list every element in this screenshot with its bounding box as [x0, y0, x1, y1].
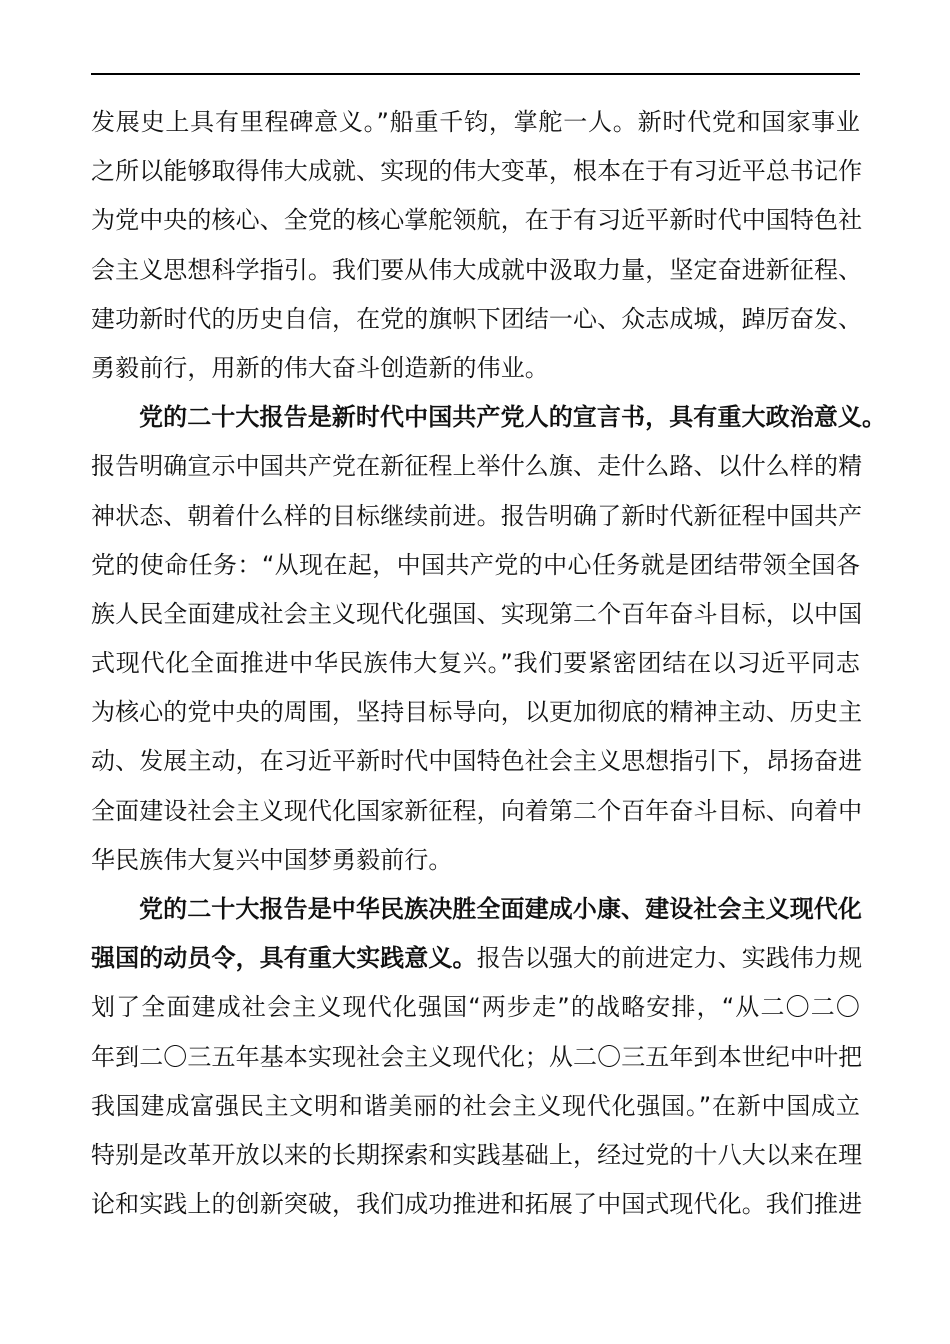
text-line: [91, 983, 860, 1032]
text-line: [91, 442, 863, 491]
text-run: 报告以强大的前进定力、实践伟力规: [476, 944, 863, 973]
text-run: 之所以能够取得伟大成就、实现的伟大变革，根本在于有习近平总书记作: [91, 157, 863, 186]
paragraph: [91, 393, 887, 885]
text-line: [91, 836, 860, 885]
text-run: 报告明确宣示中国共产党在新征程上举什么旗、走什么路、以什么样的精: [91, 452, 863, 481]
text-line: [91, 787, 863, 836]
text-run: 发展史上具有里程碑意义。”船重千钧，掌舵一人。新时代党和国家事业: [91, 108, 860, 136]
text-run: 式现代化全面推进中华民族伟大复兴。”我们要紧密团结在以习近平同志: [91, 649, 860, 678]
text-run: 族人民全面建成社会主义现代化强国、实现第二个百年奋斗目标，以中国: [91, 599, 863, 628]
text-line: [91, 1033, 863, 1082]
text-line: [91, 688, 863, 737]
text-run: 全面建设社会主义现代化国家新征程，向着第二个百年奋斗目标、向着中: [91, 796, 863, 825]
text-run: 会主义思想科学指引。我们要从伟大成就中汲取力量，坚定奋进新征程、: [91, 255, 863, 284]
text-run: 特别是改革开放以来的长期探索和实践基础上，经过党的十八大以来在理: [91, 1140, 863, 1169]
document-body: [91, 98, 887, 1229]
text-line: [91, 492, 863, 541]
text-line: [91, 1180, 863, 1229]
text-run: 党的使命任务：“从现在起，中国共产党的中心任务就是团结带领全国各: [91, 550, 860, 579]
bold-text-run: 强国的动员令，具有重大实践意义。: [91, 944, 477, 973]
text-line: [91, 541, 860, 590]
paragraph: [91, 98, 863, 393]
text-line: [91, 1082, 860, 1131]
text-run: 动、发展主动，在习近平新时代中国特色社会主义思想指引下，昂扬奋进: [91, 747, 863, 776]
text-run: 为核心的党中央的周围，坚持目标导向，以更加彻底的精神主动、历史主: [91, 698, 863, 727]
text-run: 勇毅前行，用新的伟大奋斗创造新的伟业。: [91, 353, 549, 382]
text-run: 我国建成富强民主文明和谐美丽的社会主义现代化强国。”在新中国成立: [91, 1091, 860, 1120]
bold-text-run: 党的二十大报告是新时代中国共产党人的宣言书，具有重大政治意义。: [139, 403, 887, 432]
text-line: [91, 885, 860, 934]
text-line: [91, 737, 863, 786]
paragraph: [91, 885, 863, 1229]
text-run: 建功新时代的历史自信，在党的旗帜下团结一心、众志成城，踔厉奋发、: [91, 304, 863, 333]
text-line: [91, 393, 887, 442]
bold-text-run: 党的二十大报告是中华民族决胜全面建成小康、建设社会主义现代化: [139, 895, 862, 923]
text-line: [91, 934, 863, 983]
text-run: 年到二〇三五年基本实现社会主义现代化；从二〇三五年到本世纪中叶把: [91, 1042, 863, 1071]
text-run: 华民族伟大复兴中国梦勇毅前行。: [91, 845, 453, 874]
text-line: [91, 344, 860, 393]
text-run: 为党中央的核心、全党的核心掌舵领航，在于有习近平新时代中国特色社: [91, 206, 863, 235]
text-line: [91, 295, 863, 344]
text-run: 神状态、朝着什么样的目标继续前进。报告明确了新时代新征程中国共产: [91, 501, 863, 530]
header-rule: [91, 73, 860, 75]
text-run: 划了全面建成社会主义现代化强国“两步走”的战略安排，“从二〇二〇: [91, 993, 860, 1022]
text-run: 论和实践上的创新突破，我们成功推进和拓展了中国式现代化。我们推进: [91, 1190, 863, 1219]
text-line: [91, 1131, 863, 1180]
text-line: [91, 98, 860, 147]
text-line: [91, 639, 860, 688]
text-line: [91, 246, 863, 295]
text-line: [91, 196, 863, 245]
text-line: [91, 147, 863, 196]
text-line: [91, 590, 863, 639]
